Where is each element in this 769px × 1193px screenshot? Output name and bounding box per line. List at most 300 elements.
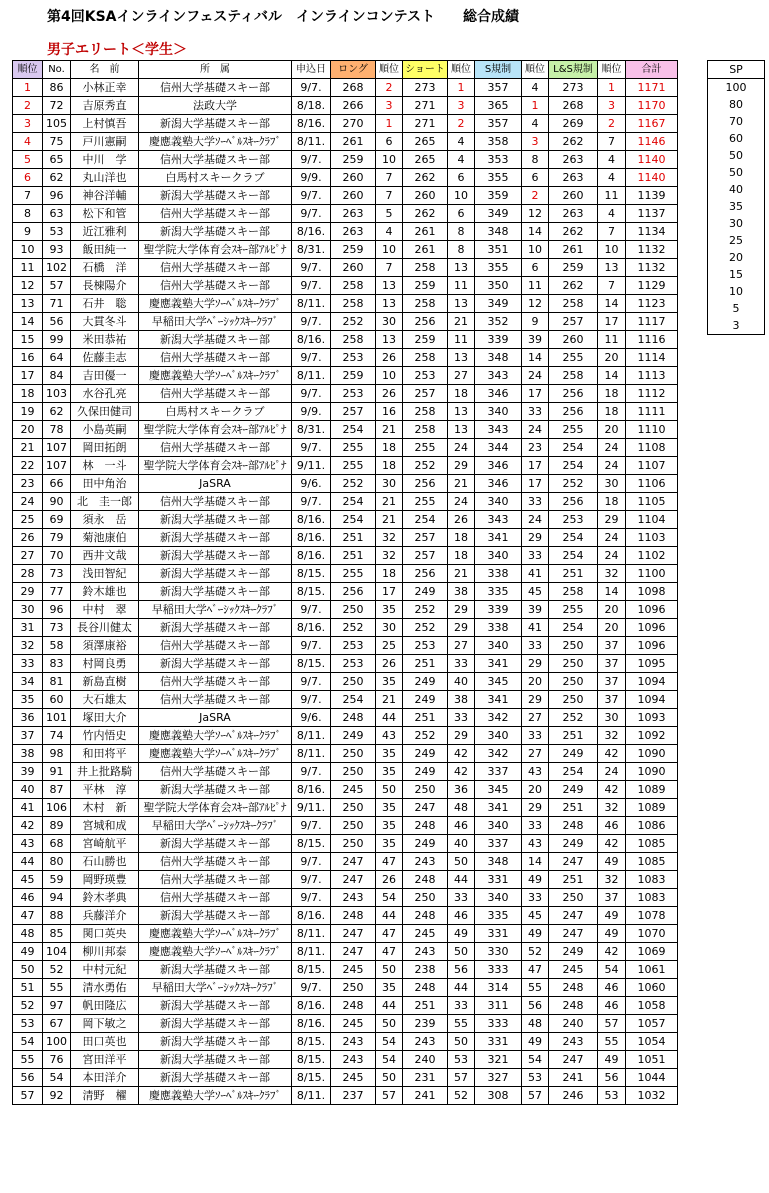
cell-ls-score: 268	[549, 97, 598, 115]
cell-total: 1129	[626, 277, 678, 295]
cell-ls-rank: 37	[598, 655, 626, 673]
header-long: ロング	[331, 61, 376, 79]
sp-header: SP	[708, 61, 765, 79]
table-row	[13, 511, 678, 529]
cell-s-rank: 56	[522, 997, 549, 1015]
cell-no: 77	[43, 583, 71, 601]
cell-affiliation: 新潟大学基礎スキー部	[139, 1051, 292, 1069]
cell-s-rank: 43	[522, 763, 549, 781]
cell-rank: 14	[13, 313, 43, 331]
cell-s-rank: 41	[522, 565, 549, 583]
cell-short-rank: 3	[448, 97, 475, 115]
cell-date: 9/6.	[292, 709, 331, 727]
cell-s-rank: 2	[522, 187, 549, 205]
cell-long-rank: 30	[376, 619, 403, 637]
cell-name: 岡下敏之	[71, 1015, 139, 1033]
cell-ls-score: 262	[549, 133, 598, 151]
cell-no: 67	[43, 1015, 71, 1033]
cell-long: 248	[331, 907, 376, 925]
cell-long-rank: 18	[376, 457, 403, 475]
cell-ls-score: 243	[549, 1033, 598, 1051]
cell-short: 257	[403, 547, 448, 565]
cell-ls-score: 248	[549, 997, 598, 1015]
cell-no: 70	[43, 547, 71, 565]
cell-short: 273	[403, 79, 448, 97]
cell-total: 1112	[626, 385, 678, 403]
cell-long-rank: 21	[376, 421, 403, 439]
cell-s-rank: 9	[522, 313, 549, 331]
cell-s-rank: 33	[522, 637, 549, 655]
cell-date: 9/9.	[292, 403, 331, 421]
cell-affiliation: 早稲田大学ﾍﾞｰｼｯｸｽｷｰｸﾗﾌﾞ	[139, 313, 292, 331]
cell-name: 上村慎吾	[71, 115, 139, 133]
cell-s-score: 346	[475, 475, 522, 493]
cell-long-rank: 21	[376, 691, 403, 709]
cell-date: 9/7.	[292, 187, 331, 205]
cell-no: 93	[43, 241, 71, 259]
cell-date: 8/31.	[292, 421, 331, 439]
cell-name: 佐藤圭志	[71, 349, 139, 367]
cell-no: 65	[43, 151, 71, 169]
cell-date: 9/7.	[292, 151, 331, 169]
cell-date: 8/16.	[292, 223, 331, 241]
cell-ls-rank: 17	[598, 313, 626, 331]
cell-long-rank: 13	[376, 277, 403, 295]
cell-s-score: 341	[475, 655, 522, 673]
table-row	[13, 331, 678, 349]
cell-s-score: 337	[475, 763, 522, 781]
cell-s-score: 331	[475, 1033, 522, 1051]
cell-ls-score: 260	[549, 331, 598, 349]
cell-name: 浅田智紀	[71, 565, 139, 583]
cell-no: 80	[43, 853, 71, 871]
cell-s-score: 327	[475, 1069, 522, 1087]
cell-date: 9/9.	[292, 169, 331, 187]
cell-s-rank: 43	[522, 835, 549, 853]
cell-long-rank: 43	[376, 727, 403, 745]
cell-total: 1092	[626, 727, 678, 745]
cell-ls-score: 256	[549, 493, 598, 511]
sp-value: 25	[708, 232, 765, 249]
cell-s-rank: 47	[522, 961, 549, 979]
cell-date: 8/11.	[292, 367, 331, 385]
cell-s-score: 330	[475, 943, 522, 961]
cell-long-rank: 57	[376, 1087, 403, 1105]
cell-affiliation: 新潟大学基礎スキー部	[139, 115, 292, 133]
cell-rank: 29	[13, 583, 43, 601]
cell-short-rank: 1	[448, 79, 475, 97]
cell-affiliation: 新潟大学基礎スキー部	[139, 1033, 292, 1051]
cell-short: 241	[403, 1087, 448, 1105]
cell-ls-rank: 20	[598, 421, 626, 439]
cell-short-rank: 4	[448, 133, 475, 151]
cell-s-rank: 4	[522, 79, 549, 97]
cell-no: 63	[43, 205, 71, 223]
cell-date: 8/15.	[292, 1033, 331, 1051]
cell-long: 245	[331, 1069, 376, 1087]
cell-s-rank: 14	[522, 223, 549, 241]
cell-no: 79	[43, 529, 71, 547]
cell-s-rank: 41	[522, 619, 549, 637]
cell-name: 関口英央	[71, 925, 139, 943]
cell-s-rank: 12	[522, 205, 549, 223]
cell-name: 須永 岳	[71, 511, 139, 529]
cell-long: 260	[331, 187, 376, 205]
cell-total: 1054	[626, 1033, 678, 1051]
cell-short: 249	[403, 691, 448, 709]
table-row	[13, 169, 678, 187]
table-row	[13, 1069, 678, 1087]
cell-short-rank: 38	[448, 583, 475, 601]
cell-ls-rank: 49	[598, 925, 626, 943]
table-row	[13, 565, 678, 583]
cell-short: 231	[403, 1069, 448, 1087]
cell-date: 9/7.	[292, 673, 331, 691]
cell-long: 255	[331, 439, 376, 457]
cell-short: 259	[403, 277, 448, 295]
cell-name: 鈴木孝典	[71, 889, 139, 907]
cell-name: 小林正幸	[71, 79, 139, 97]
cell-rank: 57	[13, 1087, 43, 1105]
table-row	[13, 601, 678, 619]
cell-affiliation: 新潟大学基礎スキー部	[139, 835, 292, 853]
cell-short: 258	[403, 421, 448, 439]
cell-ls-rank: 24	[598, 439, 626, 457]
cell-affiliation: 新潟大学基礎スキー部	[139, 907, 292, 925]
cell-name: 井上批路騎	[71, 763, 139, 781]
cell-long: 251	[331, 529, 376, 547]
cell-s-score: 340	[475, 403, 522, 421]
cell-affiliation: 信州大学基礎スキー部	[139, 385, 292, 403]
cell-s-score: 357	[475, 79, 522, 97]
table-row	[13, 133, 678, 151]
cell-short: 249	[403, 763, 448, 781]
cell-long-rank: 5	[376, 205, 403, 223]
cell-rank: 20	[13, 421, 43, 439]
cell-ls-score: 255	[549, 601, 598, 619]
cell-ls-score: 250	[549, 691, 598, 709]
table-row	[13, 745, 678, 763]
cell-ls-score: 247	[549, 1051, 598, 1069]
cell-s-rank: 49	[522, 925, 549, 943]
cell-s-rank: 53	[522, 1069, 549, 1087]
cell-no: 52	[43, 961, 71, 979]
cell-short: 258	[403, 403, 448, 421]
cell-s-score: 339	[475, 331, 522, 349]
cell-ls-score: 251	[549, 727, 598, 745]
cell-no: 97	[43, 997, 71, 1015]
cell-no: 91	[43, 763, 71, 781]
cell-ls-score: 251	[549, 871, 598, 889]
cell-long: 250	[331, 601, 376, 619]
cell-ls-score: 254	[549, 529, 598, 547]
cell-rank: 56	[13, 1069, 43, 1087]
cell-affiliation: 信州大学基礎スキー部	[139, 493, 292, 511]
cell-short: 261	[403, 241, 448, 259]
cell-s-score: 344	[475, 439, 522, 457]
cell-date: 9/7.	[292, 349, 331, 367]
cell-long: 251	[331, 547, 376, 565]
cell-short-rank: 26	[448, 511, 475, 529]
cell-total: 1093	[626, 709, 678, 727]
header-short: ショート	[403, 61, 448, 79]
cell-short-rank: 29	[448, 619, 475, 637]
cell-s-score: 342	[475, 745, 522, 763]
cell-rank: 25	[13, 511, 43, 529]
cell-long-rank: 32	[376, 547, 403, 565]
cell-short-rank: 50	[448, 1033, 475, 1051]
cell-rank: 37	[13, 727, 43, 745]
cell-date: 9/7.	[292, 889, 331, 907]
cell-total: 1111	[626, 403, 678, 421]
cell-long-rank: 10	[376, 151, 403, 169]
cell-ls-rank: 32	[598, 727, 626, 745]
cell-name: 宮崎航平	[71, 835, 139, 853]
cell-ls-score: 241	[549, 1069, 598, 1087]
cell-name: 村岡良勇	[71, 655, 139, 673]
cell-affiliation: 白馬村スキークラブ	[139, 169, 292, 187]
cell-ls-rank: 53	[598, 1087, 626, 1105]
table-row	[13, 223, 678, 241]
cell-affiliation: 慶應義塾大学ｿｰﾍﾞﾙｽｷｰｸﾗﾌﾞ	[139, 133, 292, 151]
table-row	[13, 151, 678, 169]
cell-s-score: 343	[475, 367, 522, 385]
cell-s-rank: 24	[522, 367, 549, 385]
table-row	[13, 1087, 678, 1105]
cell-short-rank: 13	[448, 349, 475, 367]
cell-ls-score: 263	[549, 205, 598, 223]
cell-ls-score: 249	[549, 745, 598, 763]
cell-ls-score: 254	[549, 763, 598, 781]
cell-short-rank: 29	[448, 727, 475, 745]
cell-s-rank: 55	[522, 979, 549, 997]
cell-rank: 18	[13, 385, 43, 403]
cell-ls-score: 247	[549, 907, 598, 925]
cell-short: 252	[403, 727, 448, 745]
cell-long-rank: 54	[376, 1033, 403, 1051]
cell-rank: 28	[13, 565, 43, 583]
cell-long: 249	[331, 727, 376, 745]
cell-name: 中村元紀	[71, 961, 139, 979]
cell-ls-rank: 42	[598, 943, 626, 961]
cell-name: 田中角治	[71, 475, 139, 493]
cell-date: 9/7.	[292, 601, 331, 619]
cell-date: 8/15.	[292, 655, 331, 673]
cell-total: 1139	[626, 187, 678, 205]
cell-short-rank: 55	[448, 1015, 475, 1033]
cell-date: 9/7.	[292, 871, 331, 889]
cell-short-rank: 29	[448, 457, 475, 475]
cell-ls-rank: 24	[598, 457, 626, 475]
cell-s-rank: 29	[522, 799, 549, 817]
cell-date: 9/7.	[292, 637, 331, 655]
cell-total: 1140	[626, 151, 678, 169]
cell-ls-rank: 32	[598, 565, 626, 583]
cell-ls-score: 247	[549, 925, 598, 943]
table-row	[13, 187, 678, 205]
cell-s-score: 340	[475, 547, 522, 565]
cell-short-rank: 44	[448, 979, 475, 997]
cell-s-score: 352	[475, 313, 522, 331]
cell-no: 81	[43, 673, 71, 691]
cell-total: 1078	[626, 907, 678, 925]
cell-name: 水谷孔亮	[71, 385, 139, 403]
cell-s-score: 308	[475, 1087, 522, 1105]
cell-ls-rank: 30	[598, 475, 626, 493]
header-rank: 順位	[13, 61, 43, 79]
cell-s-score: 331	[475, 925, 522, 943]
cell-ls-rank: 37	[598, 637, 626, 655]
cell-total: 1058	[626, 997, 678, 1015]
cell-rank: 27	[13, 547, 43, 565]
cell-total: 1137	[626, 205, 678, 223]
cell-date: 8/16.	[292, 115, 331, 133]
cell-date: 9/7.	[292, 979, 331, 997]
cell-name: 岡野瑛豊	[71, 871, 139, 889]
cell-short-rank: 46	[448, 817, 475, 835]
cell-name: 石山勝也	[71, 853, 139, 871]
cell-long: 243	[331, 889, 376, 907]
cell-no: 107	[43, 457, 71, 475]
cell-short-rank: 29	[448, 601, 475, 619]
cell-date: 8/16.	[292, 781, 331, 799]
cell-short-rank: 13	[448, 403, 475, 421]
cell-total: 1146	[626, 133, 678, 151]
cell-date: 8/11.	[292, 727, 331, 745]
cell-ls-rank: 24	[598, 529, 626, 547]
cell-s-rank: 14	[522, 349, 549, 367]
cell-ls-score: 250	[549, 673, 598, 691]
cell-long-rank: 3	[376, 97, 403, 115]
cell-total: 1113	[626, 367, 678, 385]
table-row	[13, 619, 678, 637]
cell-short: 251	[403, 655, 448, 673]
table-row	[13, 115, 678, 133]
cell-name: 西井文哉	[71, 547, 139, 565]
cell-affiliation: 聖学院大学体育会ｽｷｰ部ｱﾙﾋﾟﾅ	[139, 457, 292, 475]
cell-no: 83	[43, 655, 71, 673]
cell-no: 54	[43, 1069, 71, 1087]
cell-affiliation: 信州大学基礎スキー部	[139, 259, 292, 277]
sp-value: 60	[708, 130, 765, 147]
cell-date: 9/7.	[292, 205, 331, 223]
cell-name: 吉原秀直	[71, 97, 139, 115]
cell-long: 252	[331, 619, 376, 637]
cell-short: 258	[403, 349, 448, 367]
cell-ls-rank: 7	[598, 223, 626, 241]
cell-long: 237	[331, 1087, 376, 1105]
cell-affiliation: 慶應義塾大学ｿｰﾍﾞﾙｽｷｰｸﾗﾌﾞ	[139, 925, 292, 943]
cell-long-rank: 35	[376, 799, 403, 817]
cell-rank: 17	[13, 367, 43, 385]
cell-rank: 24	[13, 493, 43, 511]
cell-date: 8/16.	[292, 529, 331, 547]
cell-s-score: 348	[475, 853, 522, 871]
cell-ls-rank: 55	[598, 1033, 626, 1051]
cell-name: 林 一斗	[71, 457, 139, 475]
cell-total: 1096	[626, 601, 678, 619]
cell-short-rank: 24	[448, 493, 475, 511]
cell-total: 1051	[626, 1051, 678, 1069]
cell-rank: 33	[13, 655, 43, 673]
cell-ls-score: 246	[549, 1087, 598, 1105]
cell-no: 56	[43, 313, 71, 331]
header-short-rank: 順位	[448, 61, 475, 79]
cell-affiliation: 早稲田大学ﾍﾞｰｼｯｸｽｷｰｸﾗﾌﾞ	[139, 979, 292, 997]
sp-value: 70	[708, 113, 765, 130]
cell-long-rank: 21	[376, 511, 403, 529]
cell-s-rank: 4	[522, 115, 549, 133]
cell-affiliation: 新潟大学基礎スキー部	[139, 583, 292, 601]
cell-affiliation: 慶應義塾大学ｿｰﾍﾞﾙｽｷｰｸﾗﾌﾞ	[139, 745, 292, 763]
cell-name: 米田恭祐	[71, 331, 139, 349]
cell-long-rank: 16	[376, 403, 403, 421]
sp-value: 100	[708, 79, 765, 97]
cell-affiliation: 慶應義塾大学ｿｰﾍﾞﾙｽｷｰｸﾗﾌﾞ	[139, 727, 292, 745]
cell-name: 久保田健司	[71, 403, 139, 421]
cell-ls-rank: 24	[598, 547, 626, 565]
cell-long-rank: 21	[376, 493, 403, 511]
cell-no: 96	[43, 187, 71, 205]
cell-ls-score: 255	[549, 421, 598, 439]
cell-rank: 44	[13, 853, 43, 871]
cell-short: 248	[403, 907, 448, 925]
cell-short: 240	[403, 1051, 448, 1069]
cell-ls-rank: 49	[598, 853, 626, 871]
cell-s-rank: 24	[522, 421, 549, 439]
cell-affiliation: 信州大学基礎スキー部	[139, 691, 292, 709]
cell-ls-score: 263	[549, 151, 598, 169]
sp-value: 5	[708, 300, 765, 317]
cell-ls-score: 273	[549, 79, 598, 97]
cell-name: 岡田拓朗	[71, 439, 139, 457]
cell-s-rank: 49	[522, 1033, 549, 1051]
cell-ls-rank: 20	[598, 349, 626, 367]
cell-short-rank: 11	[448, 331, 475, 349]
cell-ls-rank: 42	[598, 781, 626, 799]
cell-date: 8/11.	[292, 133, 331, 151]
cell-long: 243	[331, 1033, 376, 1051]
table-row	[13, 205, 678, 223]
table-row	[13, 1033, 678, 1051]
cell-no: 106	[43, 799, 71, 817]
table-row	[13, 1051, 678, 1069]
cell-short: 253	[403, 637, 448, 655]
cell-affiliation: 早稲田大学ﾍﾞｰｼｯｸｽｷｰｸﾗﾌﾞ	[139, 817, 292, 835]
cell-long: 247	[331, 925, 376, 943]
cell-total: 1057	[626, 1015, 678, 1033]
cell-short: 261	[403, 223, 448, 241]
cell-ls-rank: 46	[598, 817, 626, 835]
cell-short-rank: 18	[448, 547, 475, 565]
cell-total: 1100	[626, 565, 678, 583]
cell-no: 76	[43, 1051, 71, 1069]
cell-total: 1108	[626, 439, 678, 457]
cell-s-score: 341	[475, 799, 522, 817]
cell-rank: 50	[13, 961, 43, 979]
table-row	[13, 961, 678, 979]
cell-ls-rank: 42	[598, 745, 626, 763]
table-row	[13, 259, 678, 277]
cell-date: 8/16.	[292, 619, 331, 637]
cell-s-score: 337	[475, 835, 522, 853]
cell-no: 68	[43, 835, 71, 853]
cell-long: 252	[331, 475, 376, 493]
cell-s-score: 340	[475, 727, 522, 745]
cell-date: 8/15.	[292, 961, 331, 979]
cell-date: 9/7.	[292, 277, 331, 295]
cell-rank: 43	[13, 835, 43, 853]
